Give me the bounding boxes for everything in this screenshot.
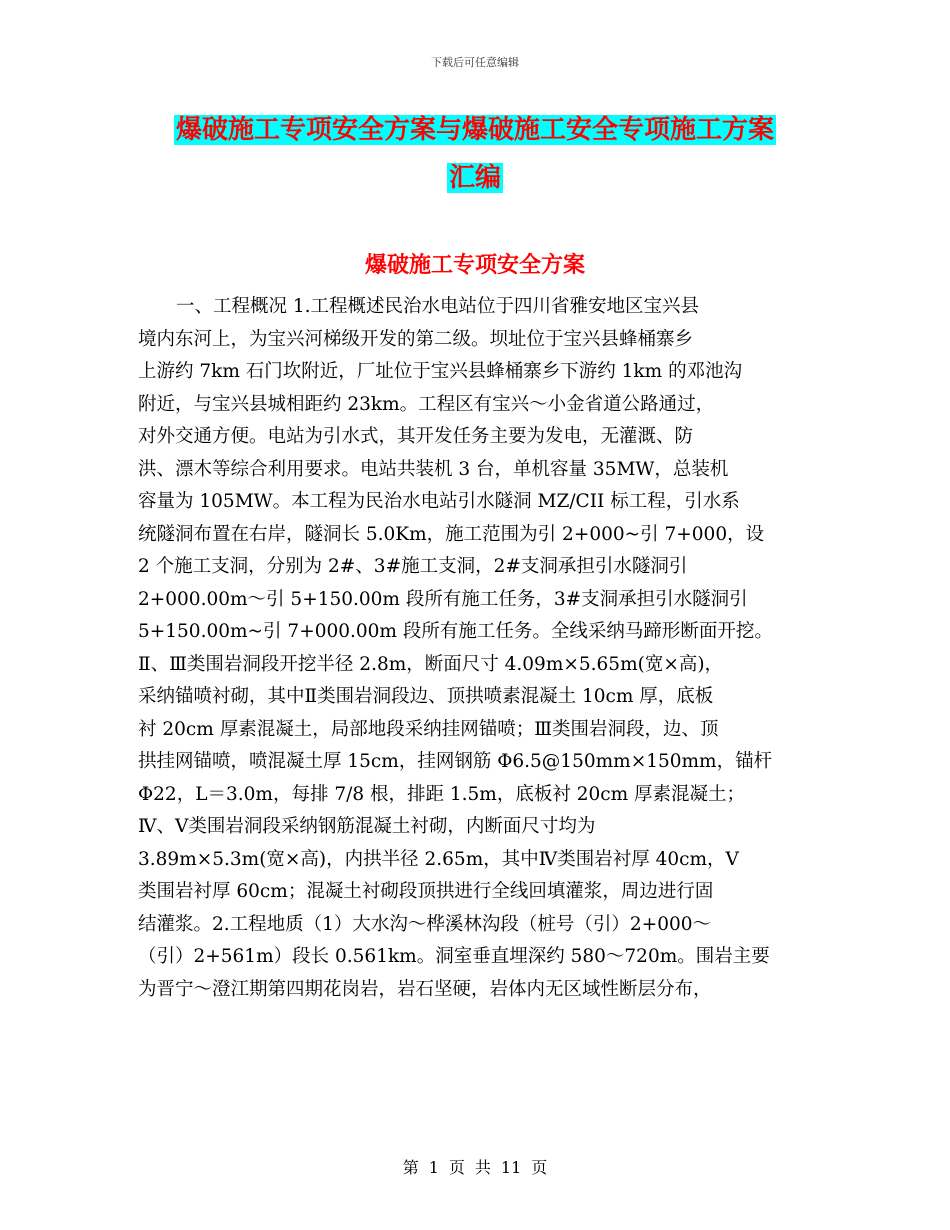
footer-ye: 页 <box>448 1158 465 1177</box>
body-line: 5+150.00m~引 7+000.00m 段所有施工任务。全线采纳马蹄形断面开挖。 <box>138 621 773 642</box>
footer-ye-end: 页 <box>531 1158 548 1177</box>
body-line: 附近，与宝兴县城相距约 23km。工程区有宝兴～小金省道公路通过， <box>138 393 715 415</box>
total-pages: 11 <box>500 1158 522 1177</box>
body-line: 结灌浆。2.工程地质（1）大水沟～桦溪林沟段（桩号（引）2+000～ <box>138 913 712 935</box>
body-line: 3.89m×5.3m(宽×高)，内拱半径 2.65m，其中Ⅳ类围岩衬厚 40cm，Ⅴ <box>138 848 739 870</box>
body-line: Φ22，L＝3.0m，每排 7/8 根，排距 1.5m，底板衬 20cm 厚素混凝土； <box>138 783 746 805</box>
page-footer <box>0 1155 950 1178</box>
body-line: 容量为 105MW。本工程为民治水电站引水隧洞 MZ/CII 标工程，引水系 <box>138 491 740 512</box>
body-line: 对外交通方便。电站为引水式，其开发任务主要为发电，无灌溉、防 <box>138 426 694 447</box>
footer-gong: 共 <box>474 1158 491 1177</box>
section-title: 爆破施工专项安全方案 <box>364 253 585 278</box>
body-text <box>138 291 803 1006</box>
body-line: 洪、漂木等综合利用要求。电站共装机 3 台，单机容量 35MW，总装机 <box>138 458 729 480</box>
body-line: Ⅱ、Ⅲ类围岩洞段开挖半径 2.8m，断面尺寸 4.09m×5.65m(宽×高)， <box>138 653 724 675</box>
body-line: 2 个施工支洞，分别为 2#、3#施工支洞，2#支洞承担引水隧洞引 <box>138 556 688 577</box>
body-line: 2+000.00m～引 5+150.00m 段所有施工任务，3#支洞承担引水隧洞引 <box>138 588 748 610</box>
title-line-2: 汇编 <box>448 163 501 193</box>
footer-di: 第 <box>402 1158 419 1177</box>
title-line-1: 爆破施工专项安全方案与爆破施工安全专项施工方案 <box>175 115 774 145</box>
body-line: 境内东河上，为宝兴河梯级开发的第二级。坝址位于宝兴县蜂桶寨乡 <box>138 328 694 350</box>
body-line: Ⅳ、Ⅴ类围岩洞段采纳钢筋混凝土衬砌，内断面尺寸均为 <box>138 816 596 837</box>
page-number: 1 <box>428 1158 439 1177</box>
body-line: 统隧洞布置在右岸，隧洞长 5.0Km，施工范围为引 2+000~引 7+000，设 <box>138 523 765 545</box>
body-line: 一、工程概况 1.工程概述民治水电站位于四川省雅安地区宝兴县 <box>176 296 700 317</box>
body-line: 拱挂网锚喷，喷混凝土厚 15cm，挂网钢筋 Φ6.5@150mm×150mm，锚杆 <box>138 751 773 772</box>
body-line: 衬 20cm 厚素混凝土，局部地段采纳挂网锚喷；Ⅲ类围岩洞段，边、顶 <box>138 718 719 740</box>
body-line: 采纳锚喷衬砌，其中Ⅱ类围岩洞段边、顶拱喷素混凝土 10cm 厚，底板 <box>138 686 714 707</box>
document-title <box>0 108 950 200</box>
page-header-note: 下载后可任意编辑 <box>431 56 519 69</box>
body-line: 上游约 7km 石门坎附近，厂址位于宝兴县蜂桶寨乡下游约 1km 的邓池沟 <box>138 361 743 382</box>
body-line: 为晋宁～澄江期第四期花岗岩，岩石坚硬，岩体内无区域性断层分布， <box>138 978 712 1000</box>
body-line: 类围岩衬厚 60cm；混凝土衬砌段顶拱进行全线回填灌浆，周边进行固 <box>138 881 714 902</box>
body-line: （引）2+561m）段长 0.561km。洞室垂直埋深约 580～720m。围岩主要 <box>138 946 770 967</box>
